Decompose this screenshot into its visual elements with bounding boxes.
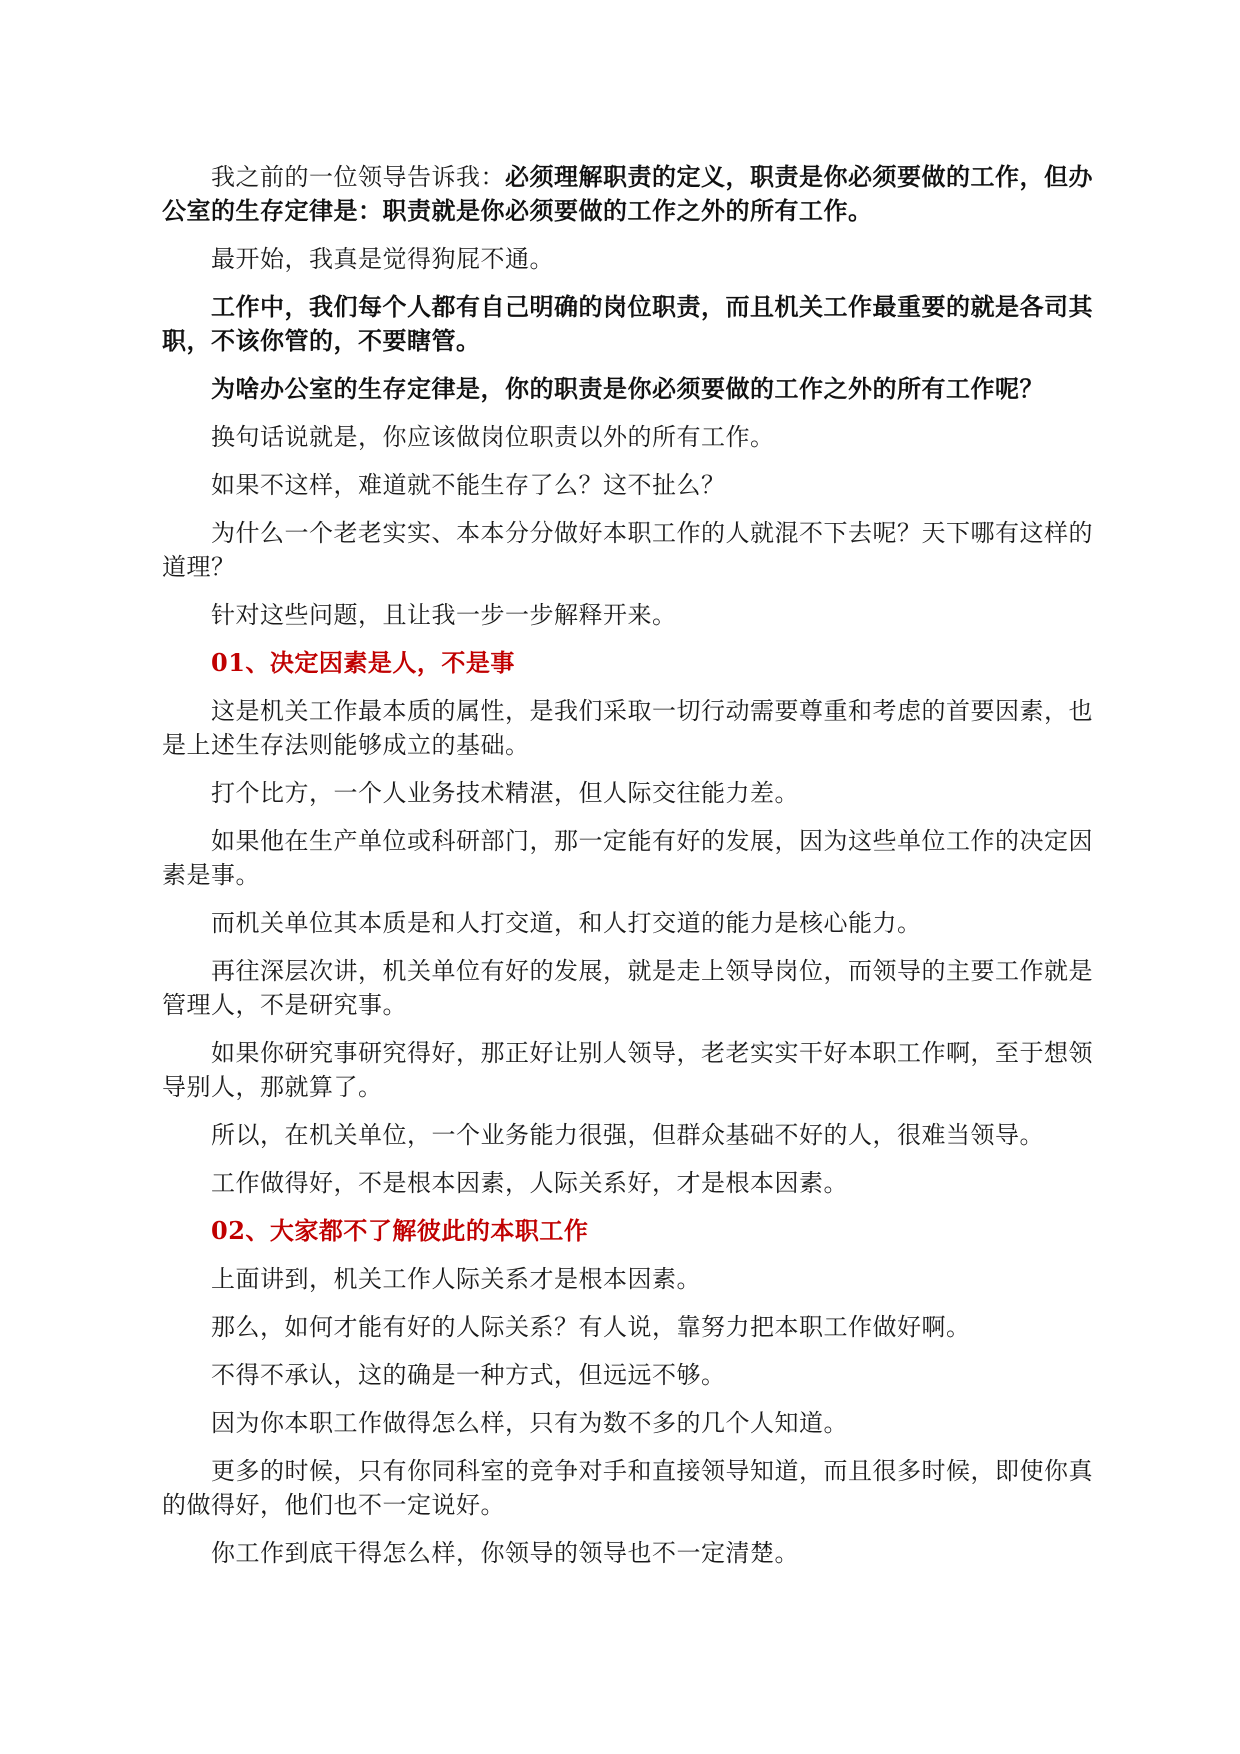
paragraph: 再往深层次讲，机关单位有好的发展，就是走上领导岗位，而领导的主要工作就是管理人，不是研究事。	[162, 957, 1093, 1019]
paragraph: 而机关单位其本质是和人打交道，和人打交道的能力是核心能力。	[211, 909, 922, 937]
paragraph: 那么，如何才能有好的人际关系？有人说，靠努力把本职工作做好啊。	[211, 1313, 971, 1341]
paragraph: 这是机关工作最本质的属性，是我们采取一切行动需要尊重和考虑的首要因素，也是上述生存法则能够成立的基础。	[162, 697, 1093, 759]
paragraph: 所以，在机关单位，一个业务能力很强，但群众基础不好的人，很难当领导。	[211, 1121, 1044, 1149]
paragraph: 针对这些问题，且让我一步一步解释开来。	[211, 601, 677, 629]
paragraph: 如果你研究事研究得好，那正好让别人领导，老老实实干好本职工作啊，至于想领导别人，那就算了。	[162, 1039, 1093, 1101]
paragraph: 因为你本职工作做得怎么样，只有为数不多的几个人知道。	[211, 1409, 848, 1437]
paragraph: 如果他在生产单位或科研部门，那一定能有好的发展，因为这些单位工作的决定因素是事。	[162, 827, 1093, 889]
paragraph: 上面讲到，机关工作人际关系才是根本因素。	[211, 1265, 701, 1293]
paragraph: 如果不这样，难道就不能生存了么？这不扯么？	[211, 471, 726, 499]
paragraph: 更多的时候，只有你同科室的竞争对手和直接领导知道，而且很多时候，即使你真的做得好，他们也不一定说好。	[162, 1457, 1093, 1519]
paragraph: 打个比方，一个人业务技术精湛，但人际交往能力差。	[211, 779, 799, 807]
document-body	[162, 160, 1094, 1584]
paragraph: 最开始，我真是觉得狗屁不通。	[211, 245, 554, 273]
paragraph: 不得不承认，这的确是一种方式，但远远不够。	[211, 1361, 726, 1389]
section-heading: 02、大家都不了解彼此的本职工作	[211, 1216, 589, 1245]
paragraph-bold-text: 必须理解职责的定义，职责是你必须要做的工作，但办公室的生存定律是：职责就是你必须要做的工作之外的所有工作。	[162, 162, 1093, 225]
section-heading: 01、决定因素是人，不是事	[211, 648, 515, 677]
paragraph: 为什么一个老老实实、本本分分做好本职工作的人就混不下去呢？天下哪有这样的道理？	[162, 519, 1093, 581]
paragraph: 工作做得好，不是根本因素，人际关系好，才是根本因素。	[211, 1169, 848, 1197]
paragraph-text: 我之前的一位领导告诉我：	[211, 163, 505, 191]
paragraph-bold: 为啥办公室的生存定律是，你的职责是你必须要做的工作之外的所有工作呢？	[211, 374, 1044, 403]
paragraph: 换句话说就是，你应该做岗位职责以外的所有工作。	[211, 423, 775, 451]
paragraph-bold: 工作中，我们每个人都有自己明确的岗位职责，而且机关工作最重要的就是各司其职，不该你管的，不要瞎管。	[162, 292, 1093, 355]
paragraph	[162, 160, 1094, 228]
paragraph: 你工作到底干得怎么样，你领导的领导也不一定清楚。	[211, 1539, 799, 1567]
